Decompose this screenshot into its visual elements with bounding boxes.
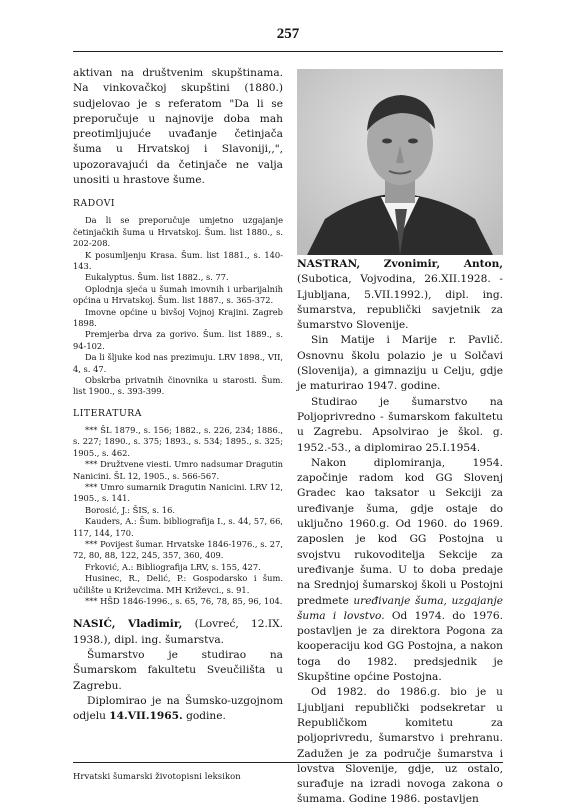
- text-span: godine.: [182, 710, 226, 723]
- nastran-entry-heading: [297, 257, 503, 333]
- radovi-list: [73, 215, 283, 398]
- date-span: 14.VII.1965.: [109, 710, 183, 723]
- page-number: 257: [276, 26, 300, 42]
- radovi-item: Obskrba privatnih činovnika u starosti. Šum. list 1900., s. 393-399.: [73, 375, 283, 397]
- literatura-item: *** Umro sumarnik Dragutin Nanicini. LRV 12, 1905., s. 141.: [73, 481, 283, 504]
- radovi-item: Premjerba drva za gorivo. Šum. list 1889., s. 94-102.: [73, 329, 283, 351]
- nastran-paragraph: Od 1982. do 1986.g. bio je u Ljubljani republički podsekretar u Republičkom komitetu za poljoprivredu, šumarstvo i prehranu. Zadužen je za područje šumarstva i lovstva Slovenije, gdje, uz ostalo, surađuje na izradi novoga zakona o šumama. Godine 1986. postavljen: [297, 686, 503, 806]
- text-span: Od 1974. do 1976. postavljen je za direktora Pogona za kooperaciju kod GG Postojna, a nakon toga do 1982. predsjednik je Skupštine općine Postojna.: [297, 609, 503, 684]
- nasic-paragraph: Šumarstvo je studirao na Šumarskom fakultetu Sveučilišta u Zagrebu.: [73, 648, 283, 692]
- subjects-span: uređivanje šuma, uzgajanje šuma i lovstvo.: [297, 594, 503, 622]
- entry-details: (Lovreć, 12.IX. 1938.), dipl. ing. šumarstva.: [73, 618, 284, 646]
- text-span: Diplomirao je na Šumsko-uzgojnom odjelu: [73, 694, 283, 723]
- portrait-illustration: [297, 69, 503, 255]
- radovi-item: Oplodnja sjeća u šumah imovnih i urbarijalnih općina u Hrvatskoj. Šum. list 1887., s. 365-372.: [73, 283, 283, 306]
- portrait-photo: [297, 69, 503, 255]
- right-column: [297, 257, 503, 808]
- literatura-item: *** HŠD 1846-1996., s. 65, 76, 78, 85, 96, 104.: [85, 595, 283, 606]
- continuation-paragraph: aktivan na društvenim skupštinama. Na vinkovačkoj skupštini (1880.) sudjelovao je s referatom "Da li se preporučuje u najnovije doba mah preotimljujuće uvađanje četinjača šuma u Hrvatskoj i Slavoniji,,", upozoravajući da četinjače ne valja unositi u hrastove šume.: [73, 67, 283, 187]
- top-rule: [73, 51, 503, 52]
- footer-title: Hrvatski šumarski životopisni leksikon: [73, 771, 241, 781]
- nastran-paragraph: [297, 456, 503, 685]
- text-span: Nakon diplomiranja, 1954. započinje radom kod GG Slovenj Gradec kao taksator u Sekciji za uređivanje šuma, gdje ostaje do uključno 1960.g. Od 1960. do 1969. zaposlen je kod GG Postojna u svojstvu rukovoditelja Sekcije za uređivanje šuma. U to doba predaje na Srednjoj šumarskoj školi u Postojni predmete: [297, 456, 503, 607]
- radovi-heading: RADOVI: [73, 198, 116, 210]
- literatura-item: Borosić, J.: ŠIS, s. 16.: [85, 504, 175, 515]
- literatura-item: *** Povijest šumar. Hrvatske 1846-1976., s. 27, 72, 80, 88, 122, 245, 357, 360, 409.: [73, 538, 283, 561]
- bottom-rule: [73, 762, 503, 763]
- literatura-list: [73, 425, 283, 608]
- radovi-item: Imovne općine u bivšoj Vojnoj Krajini. Zagreb 1898.: [73, 306, 283, 329]
- literatura-item: *** Družtvene viesti. Umro nadsumar Dragutin Nanicini. ŠL 12, 1905., s. 566-567.: [73, 459, 283, 481]
- literatura-heading: LITERATURA: [73, 407, 143, 419]
- radovi-item: Eukalyptus. Šum. list 1882., s. 77.: [85, 272, 229, 283]
- radovi-item: K posumljenju Krasa. Šum. list 1881., s. 140-143.: [73, 249, 283, 271]
- literatura-item: Husinec, R., Delić, P.: Gospodarsko i šum. učilište u Križevcima. MH Križevci., s. 91.: [73, 573, 283, 595]
- nasic-paragraph: [73, 694, 283, 725]
- nastran-paragraph: Sin Matije i Marije r. Pavlič. Osnovnu školu polazio je u Solčavi (Slovenija), a gimnaziju u Celju, gdje je maturirao 1947. godine.: [297, 334, 503, 393]
- radovi-item: Da li se preporučuje umjetno uzgajanje četinjačkih šuma u Hrvatskoj. Šum. list 1880., s. 202-208.: [73, 215, 283, 249]
- literatura-item: Kauders, A.: Šum. bibliografija I., s. 44, 57, 66, 117, 144, 170.: [73, 516, 283, 538]
- radovi-item: Da li šljuke kod nas prezimuju. LRV 1898., VII, 4, s. 47.: [73, 352, 283, 374]
- entry-details: (Subotica, Vojvodina, 26.XII.1928. - Ljubljana, 5.VII.1992.), dipl. ing. šumarstva, republički savjetnik za šumarstvo Slovenije.: [297, 273, 503, 332]
- literatura-item: *** ŠL 1879., s. 156; 1882., s. 226, 234; 1886., s. 227; 1890., s. 375; 1893., s. 534; 1895., s. 325; 1905., s. 462.: [73, 424, 283, 458]
- entry-name: NASTRAN, Zvonimir, Anton,: [297, 258, 503, 270]
- nastran-paragraph: Studirao je šumarstvo na Poljoprivredno - šumarskom fakultetu u Zagrebu. Apsolvirao je škol. g. 1952.-53., a diplomirao 25.I.1954.: [297, 395, 503, 454]
- entry-name: NASIĆ, Vladimir,: [73, 618, 183, 631]
- literatura-item: Frković, A.: Bibliografija LRV, s. 155, 427.: [85, 561, 261, 572]
- left-column: [73, 66, 283, 724]
- nasic-entry-heading: [73, 617, 283, 648]
